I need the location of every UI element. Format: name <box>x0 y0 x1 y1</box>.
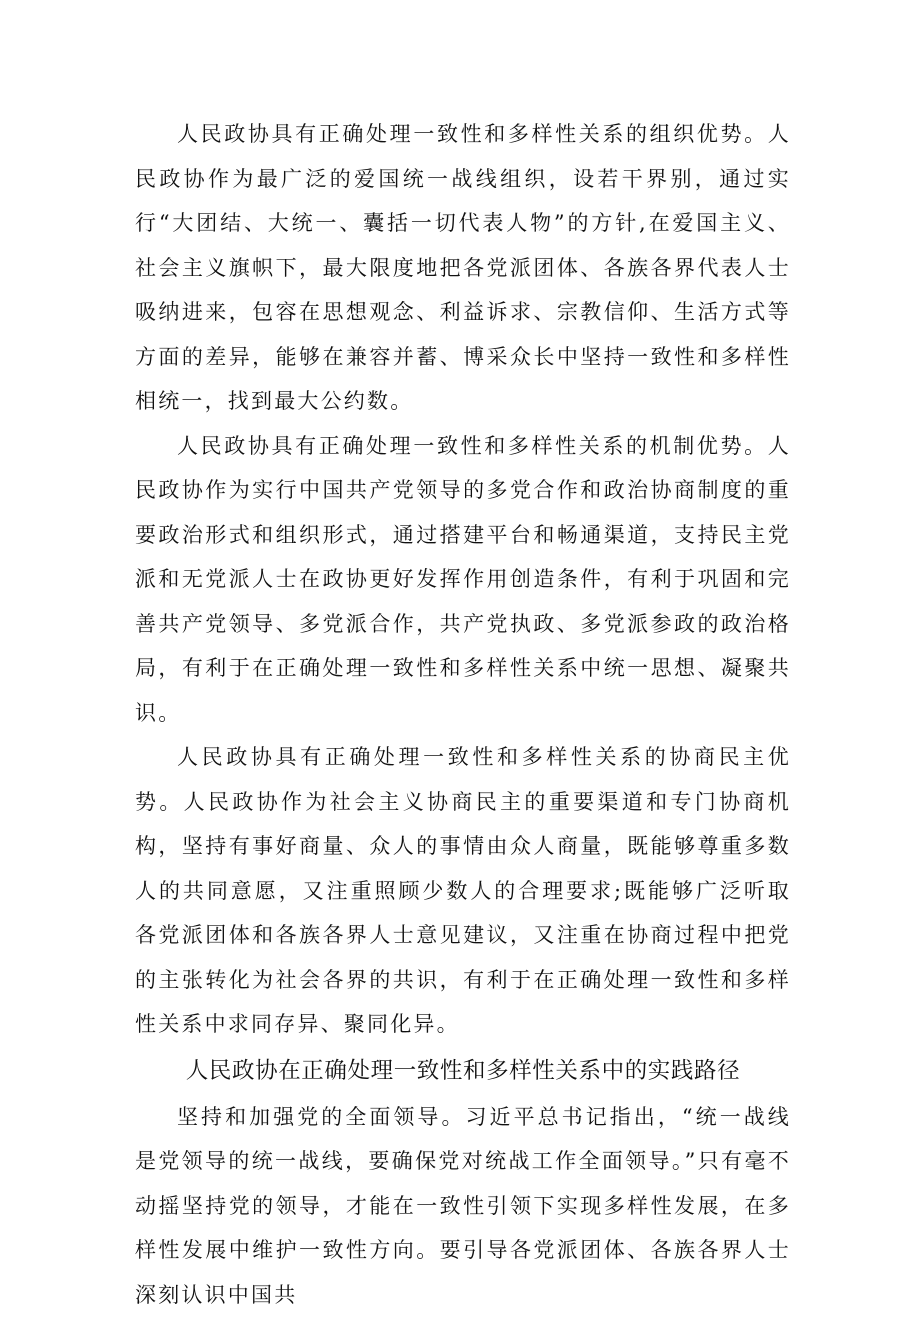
paragraph-organizational-advantage: 人民政协具有正确处理一致性和多样性关系的组织优势。人民政协作为最广泛的爱国统一战线组织，设若干界别，通过实行“大团结、大统一、囊括一切代表人物”的方针,在爱国主义、社会主义旗帜下，最大限度地把各党派团体、各族各界代表人士吸纳进来，包容在思想观念、利益诉求、宗教信仰、生活方式等方面的差异，能够在兼容并蓄、博采众长中坚持一致性和多样性相统一，找到最大公约数。 <box>135 112 791 424</box>
paragraph-party-leadership: 坚持和加强党的全面领导。习近平总书记指出，“统一战线是党领导的统一战线，要确保党对统战工作全面领导。”只有毫不动摇坚持党的领导，才能在一致性引领下实现多样性发展，在多样性发展中维护一致性方向。要引导各党派团体、各族各界人士深刻认识中国共 <box>135 1095 791 1317</box>
paragraph-mechanism-advantage: 人民政协具有正确处理一致性和多样性关系的机制优势。人民政协作为实行中国共产党领导的多党合作和政治协商制度的重要政治形式和组织形式，通过搭建平台和畅通渠道，支持民主党派和无党派人士在政协更好发挥作用创造条件，有利于巩固和完善共产党领导、多党派合作，共产党执政、多党派参政的政治格局，有利于在正确处理一致性和多样性关系中统一思想、凝聚共识。 <box>135 424 791 736</box>
paragraph-consultative-democracy-advantage: 人民政协具有正确处理一致性和多样性关系的协商民主优势。人民政协作为社会主义协商民主的重要渠道和专门协商机构，坚持有事好商量、众人的事情由众人商量，既能够尊重多数人的共同意愿，又注重照顾少数人的合理要求;既能够广泛听取各党派团体和各族各界人士意见建议，又注重在协商过程中把党的主张转化为社会各界的共识，有利于在正确处理一致性和多样性关系中求同存异、聚同化异。 <box>135 735 791 1047</box>
document-body <box>135 112 791 1317</box>
section-heading: 人民政协在正确处理一致性和多样性关系中的实践路径 <box>135 1047 791 1095</box>
